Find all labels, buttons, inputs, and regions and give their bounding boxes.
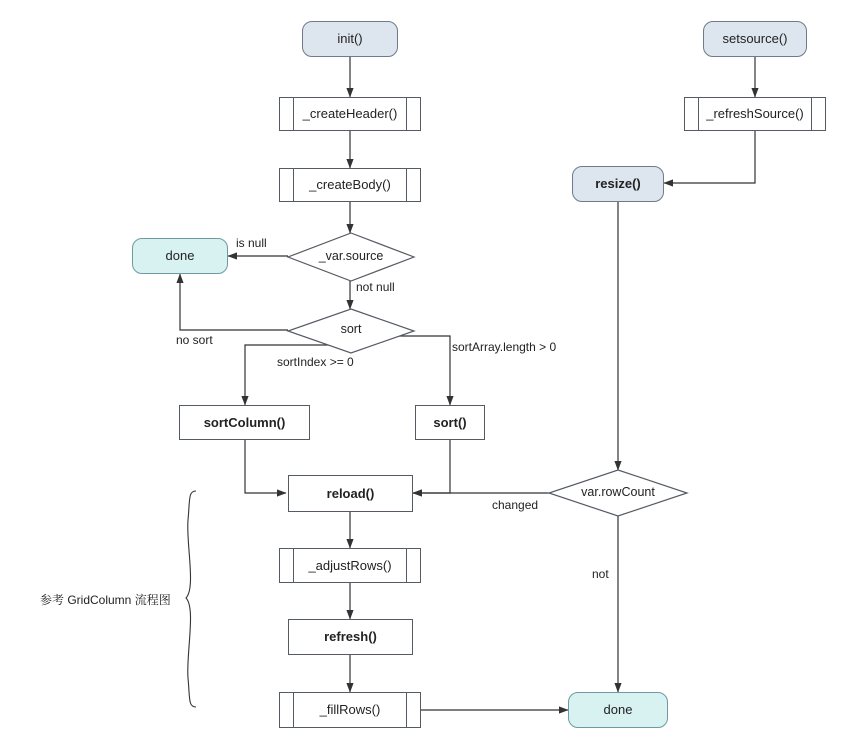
node-var-source-label: _var.source	[318, 249, 384, 263]
node-create-body[interactable]	[279, 168, 421, 202]
edge-label-sort-index: sortIndex >= 0	[277, 355, 354, 369]
edge-label-no-sort: no sort	[176, 333, 213, 347]
node-reload[interactable]	[288, 475, 413, 512]
node-row-count-label: var.rowCount	[581, 485, 655, 499]
node-reload-label: reload()	[326, 485, 375, 501]
edge-label-not: not	[592, 567, 609, 581]
node-done-left[interactable]	[132, 238, 228, 274]
node-done-left-label: done	[165, 248, 195, 264]
node-create-body-label: _createBody()	[309, 177, 391, 193]
edge-label-is-null: is null	[236, 236, 267, 250]
node-done-right[interactable]	[568, 692, 668, 728]
node-sort-fn[interactable]	[415, 405, 485, 440]
node-setsource-label: setsource()	[722, 31, 788, 47]
node-create-header-label: _createHeader()	[302, 106, 398, 122]
node-adjust-rows-label: _adjustRows()	[308, 557, 392, 573]
node-refresh-source-label: _refreshSource()	[706, 106, 804, 122]
node-sort-column[interactable]	[179, 405, 310, 440]
node-refresh[interactable]	[288, 619, 413, 655]
node-setsource[interactable]	[703, 21, 807, 57]
node-sort-column-label: sortColumn()	[203, 414, 286, 430]
edge-label-changed: changed	[492, 498, 539, 512]
node-refresh-label: refresh()	[324, 629, 377, 645]
edge-label-not-null: not null	[356, 280, 395, 294]
node-sort-fn-label: sort()	[433, 414, 467, 430]
node-create-header[interactable]	[279, 97, 421, 131]
node-fill-rows[interactable]	[279, 692, 421, 728]
node-sort-decision-label: sort	[340, 322, 362, 336]
node-init-label: init()	[337, 31, 363, 47]
node-resize-label: resize()	[595, 176, 641, 192]
annotation-brace-note: 参考 GridColumn 流程图	[40, 593, 171, 607]
node-fill-rows-label: _fillRows()	[319, 702, 381, 718]
node-adjust-rows[interactable]	[279, 548, 421, 583]
edge-label-sort-array-length: sortArray.length > 0	[452, 340, 557, 354]
node-done-right-label: done	[603, 702, 633, 718]
node-refresh-source[interactable]	[684, 97, 826, 131]
node-init[interactable]	[302, 21, 398, 57]
node-resize[interactable]	[572, 166, 664, 202]
